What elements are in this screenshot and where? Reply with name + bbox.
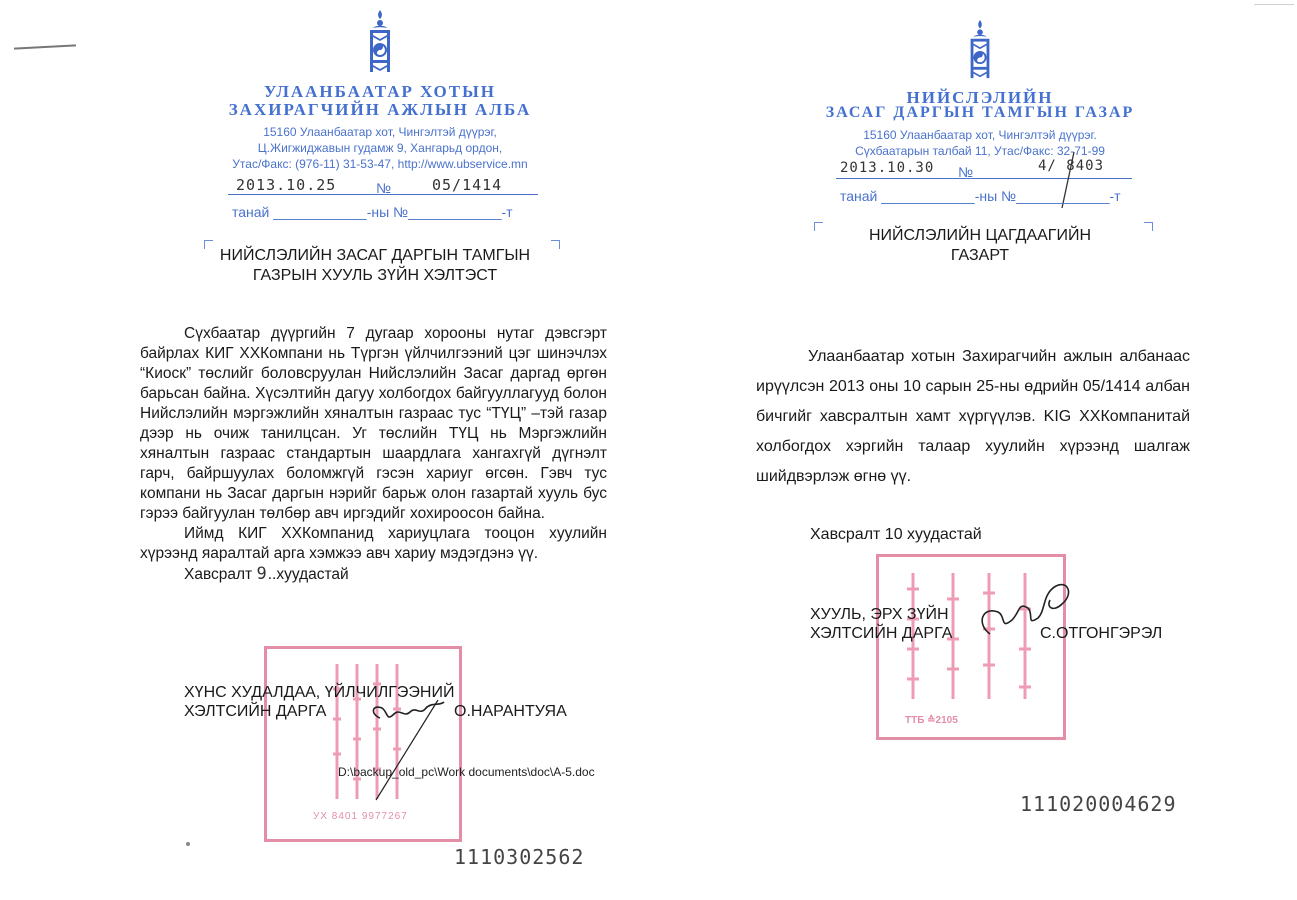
recipient-line: НИЙСЛЭЛИЙН ЦАГДААГИЙН bbox=[868, 227, 1092, 244]
document-number: 05/1414 bbox=[432, 176, 503, 194]
address-line: Ц.Жигжиджавын гудамж 9, Хангарьд ордон, bbox=[257, 141, 503, 155]
address-line: Сүхбаатарын талбай 11, Утас/Факс: 32-71-99 bbox=[855, 144, 1105, 158]
body-paragraph: Иймд КИГ ХХКомпанид хариуцлага тооцон хуулийн хүрээнд яаралтай арга хэмжээ авч хариу мэдэгдэнэ үү. bbox=[140, 525, 607, 562]
document-date: 2013.10.30 bbox=[840, 160, 935, 176]
org-name-line2: ЗАХИРАГЧИЙН АЖЛЫН АЛБА bbox=[228, 100, 532, 119]
recipient bbox=[810, 226, 1150, 266]
recipient-line: НИЙСЛЭЛИЙН ЗАСАГ ДАРГЫН ТАМГЫН bbox=[219, 247, 531, 264]
date-number-line bbox=[836, 178, 1132, 179]
scan-mark bbox=[14, 44, 76, 49]
org-name-line2: ЗАСАГ ДАРГЫН ТАМГЫН ГАЗАР bbox=[825, 104, 1135, 121]
serial-number: 111020004629 bbox=[1020, 792, 1177, 816]
address-line: 15160 Улаанбаатар хот, Чингэлтэй дүүрэг, bbox=[263, 125, 497, 139]
org-address bbox=[780, 127, 1180, 159]
signer-title: ХУУЛЬ, ЭРХ ЗҮЙН bbox=[810, 606, 949, 623]
document-number: 4/ 8403 bbox=[1038, 158, 1105, 174]
number-label: № bbox=[376, 180, 392, 196]
body-paragraph: Улаанбаатар хотын Захирагчийн ажлын албанаас ирүүлсэн 2013 оны 10 сарын 25-ны өдрийн 05/1414 албан бичгийг хавсралтын хамт хүргүүлэв. KIG ХХКомпанитай холбогдох хэргийн талаар хуулийн хүрээнд шалгаж шийдвэрлэж өгнө үү. bbox=[756, 348, 1190, 485]
attachment-prefix: Хавсралт bbox=[184, 566, 257, 583]
handwritten-signature-icon bbox=[368, 694, 452, 804]
stamp-text: УХ 8401 9977267 bbox=[313, 811, 408, 822]
right-letter bbox=[650, 0, 1297, 900]
address-line: 15160 Улаанбаатар хот, Чингэлтэй дүүрэг. bbox=[863, 128, 1097, 142]
org-name-line1: НИЙСЛЭЛИЙН bbox=[906, 88, 1054, 107]
signer-title: ХЭЛТСИЙН ДАРГА bbox=[810, 625, 953, 642]
reply-reference-line: танай ____________-ны №____________-т bbox=[232, 204, 513, 220]
attachment-note: Хавсралт 10 хуудастай bbox=[810, 526, 982, 543]
soyombo-emblem-icon bbox=[966, 20, 994, 80]
signer-name: С.ОТГОНГЭРЭЛ bbox=[1040, 625, 1163, 642]
soyombo-emblem-icon bbox=[366, 10, 394, 74]
recipient-line: ГАЗАРТ bbox=[950, 247, 1010, 264]
signer-title: ХЭЛТСИЙН ДАРГА bbox=[184, 703, 327, 720]
letter-body bbox=[756, 342, 1190, 492]
signer-name: О.НАРАНТУЯА bbox=[454, 703, 567, 720]
stamp-text: ТТБ ≙2105 bbox=[905, 715, 958, 726]
recipient-line: ГАЗРЫН ХУУЛЬ ЗҮЙН ХЭЛТЭСТ bbox=[252, 267, 498, 284]
attachment-count: 9 bbox=[256, 564, 268, 584]
address-line: Утас/Факс: (976-11) 31-53-47, http://www.ubservice.mn bbox=[232, 157, 528, 171]
number-label: № bbox=[958, 164, 974, 180]
reply-reference-line: танай ____________-ны №____________-т bbox=[840, 188, 1121, 204]
serial-number: 1110302562 bbox=[454, 845, 585, 869]
org-name-line1: УЛААНБААТАР ХОТЫН bbox=[263, 82, 497, 101]
org-address bbox=[180, 124, 580, 172]
handwritten-signature-icon bbox=[976, 574, 1080, 644]
attachment-note bbox=[140, 564, 607, 585]
body-paragraph: Сүхбаатар дүүргийн 7 дугаар хорооны нутаг дэвсгэрт байрлах КИГ ХХКомпани нь Түргэн үйлчилгээний цэг шинэчлэх “Киоск” төслийг боловсруулан Нийслэлийн Засаг даргад өргөн барьсан байна. Хүсэлтийн дагуу холбогдох байгууллагууд болон Нийслэлийн мэргэжлийн хяналтын газраас тус “ТҮЦ” –тэй газар дээр нь очиж танилцсан. Уг төслийн ТҮЦ нь Мэргэжлийн хяналтын газраас стандартын шаардлага хангахгүй дүгнэлт гарч, байршуулах боломжгүй гэсэн хариуг өгсөн. Гэвч тус компани нь Засаг даргын нэрийг барьж олон газартай хууль бус гэрээ байгуулан төлбөр авч иргэдийг хохироосон байна. bbox=[140, 325, 607, 522]
scan-dot bbox=[186, 842, 190, 846]
document-date: 2013.10.25 bbox=[236, 176, 337, 194]
recipient bbox=[190, 246, 560, 286]
attachment-suffix: ..хуудастай bbox=[267, 566, 349, 583]
signer-title: ХҮНС ХУДАЛДАА, ҮЙЛЧИЛГЭЭНИЙ bbox=[184, 684, 455, 701]
file-path: D:\backup_old_pc\Work documents\doc\A-5.doc bbox=[338, 765, 595, 779]
scan-edge bbox=[1254, 4, 1294, 5]
letter-body bbox=[140, 324, 607, 585]
